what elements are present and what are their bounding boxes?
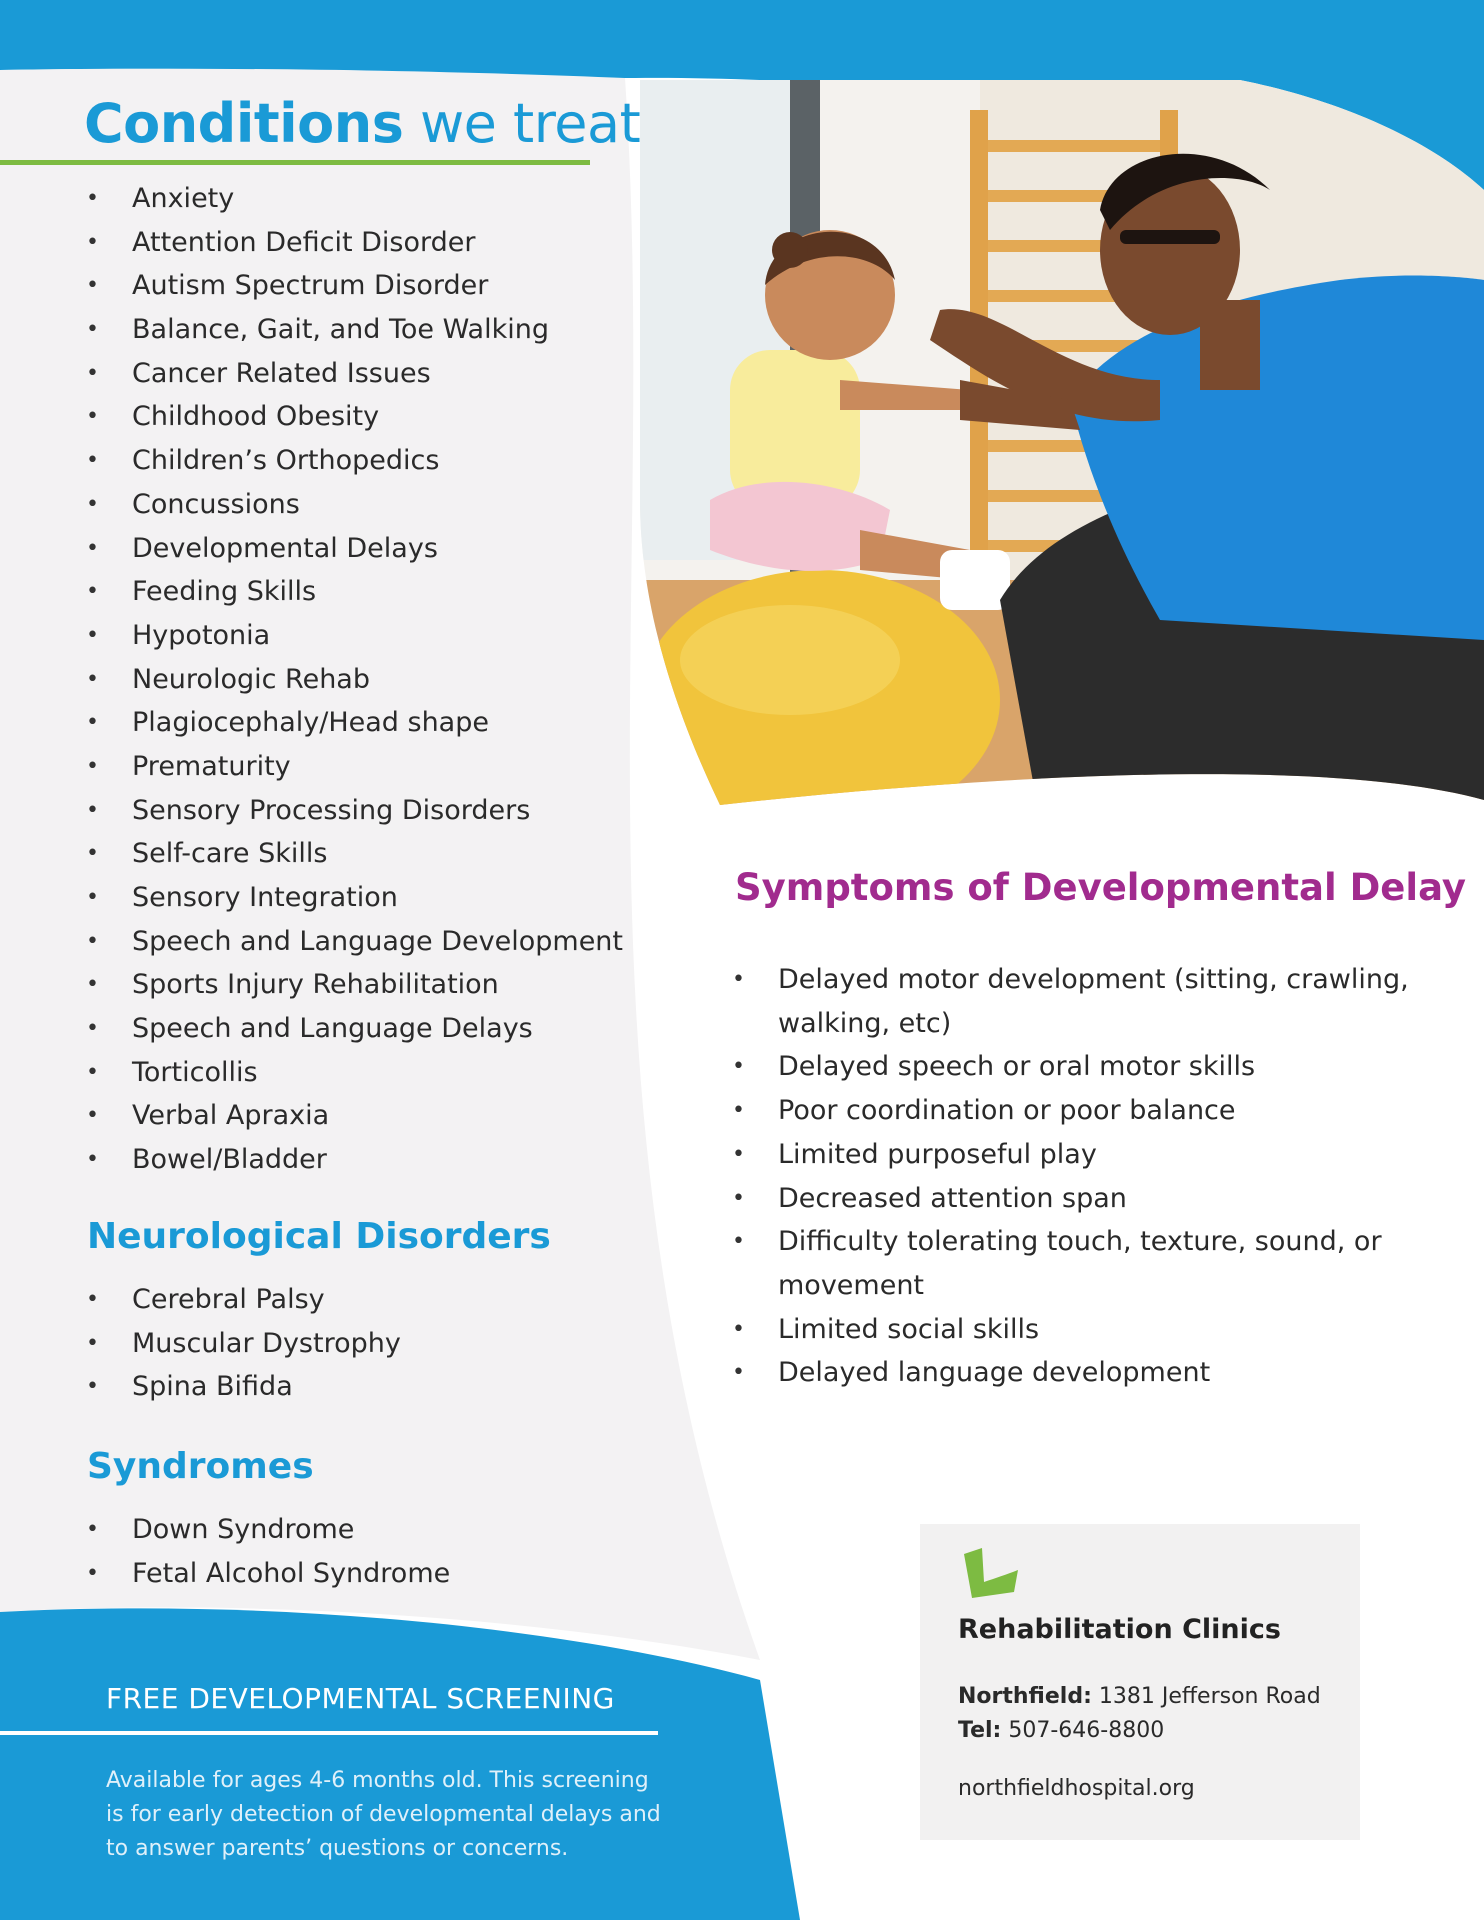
list-item: • Sports Injury Rehabilitation <box>84 963 644 1007</box>
list-item: • Self-care Skills <box>84 832 644 876</box>
list-item: • Poor coordination or poor balance <box>730 1089 1430 1133</box>
phone-label: Tel: <box>958 1718 1002 1743</box>
list-item: • Developmental Delays <box>84 527 644 571</box>
list-item: • Speech and Language Development <box>84 920 644 964</box>
address-value: 1381 Jefferson Road <box>1091 1684 1321 1709</box>
screening-description: Available for ages 4-6 months old. This screening is for early detection of developmental delays and to answer parents’ questions or concerns. <box>106 1768 661 1861</box>
list-item: • Prematurity <box>84 745 644 789</box>
list-item: • Sensory Integration <box>84 876 644 920</box>
list-item: • Attention Deficit Disorder <box>84 221 644 265</box>
symptoms-title: Symptoms of Developmental Delay <box>735 866 1467 909</box>
list-item: • Speech and Language Delays <box>84 1007 644 1051</box>
title-underline <box>0 160 590 165</box>
list-item: • Cancer Related Issues <box>84 352 644 396</box>
syndromes-list <box>84 1508 604 1595</box>
clinic-logo-icon <box>956 1540 1026 1610</box>
list-item: • Down Syndrome <box>84 1508 604 1552</box>
screening-divider <box>0 1731 658 1735</box>
list-item: • Balance, Gait, and Toe Walking <box>84 308 644 352</box>
list-item: • Children’s Orthopedics <box>84 439 644 483</box>
list-item: • Fetal Alcohol Syndrome <box>84 1552 604 1596</box>
conditions-title-light: we treat <box>403 92 641 155</box>
list-item: • Decreased attention span <box>730 1177 1430 1221</box>
list-item: • Limited social skills <box>730 1308 1430 1352</box>
clinic-info-card <box>920 1524 1360 1840</box>
list-item: • Sensory Processing Disorders <box>84 789 644 833</box>
therapy-photo <box>640 80 1484 820</box>
list-item: • Verbal Apraxia <box>84 1094 644 1138</box>
syndromes-title: Syndromes <box>87 1446 314 1487</box>
list-item: • Cerebral Palsy <box>84 1278 604 1322</box>
list-item: • Concussions <box>84 483 644 527</box>
list-item: • Plagiocephaly/Head shape <box>84 701 644 745</box>
conditions-list <box>84 177 644 1182</box>
conditions-title-bold: Conditions <box>84 92 404 155</box>
clinic-address <box>958 1684 1321 1709</box>
list-item: • Limited purposeful play <box>730 1133 1430 1177</box>
clinic-website-link[interactable]: northfieldhospital.org <box>958 1776 1195 1801</box>
list-item: • Difficulty tolerating touch, texture, sound, or movement <box>730 1220 1430 1307</box>
list-item: • Autism Spectrum Disorder <box>84 264 644 308</box>
location-label: Northfield: <box>958 1684 1092 1709</box>
symptoms-list <box>730 958 1430 1395</box>
screening-title: FREE DEVELOPMENTAL SCREENING <box>106 1682 615 1715</box>
list-item: • Torticollis <box>84 1051 644 1095</box>
list-item: • Feeding Skills <box>84 570 644 614</box>
list-item: • Hypotonia <box>84 614 644 658</box>
list-item: • Delayed speech or oral motor skills <box>730 1045 1430 1089</box>
list-item: • Bowel/Bladder <box>84 1138 644 1182</box>
list-item: • Spina Bifida <box>84 1365 604 1409</box>
clinic-name: Rehabilitation Clinics <box>958 1614 1281 1645</box>
neurological-title: Neurological Disorders <box>87 1216 551 1257</box>
conditions-title <box>84 92 640 155</box>
phone-value[interactable]: 507-646-8800 <box>1001 1718 1165 1743</box>
list-item: • Childhood Obesity <box>84 395 644 439</box>
list-item: • Delayed language development <box>730 1351 1430 1395</box>
list-item: • Neurologic Rehab <box>84 658 644 702</box>
list-item: • Delayed motor development (sitting, crawling, walking, etc) <box>730 958 1430 1045</box>
neurological-list <box>84 1278 604 1409</box>
clinic-phone <box>958 1718 1164 1743</box>
list-item: • Anxiety <box>84 177 644 221</box>
list-item: • Muscular Dystrophy <box>84 1322 604 1366</box>
